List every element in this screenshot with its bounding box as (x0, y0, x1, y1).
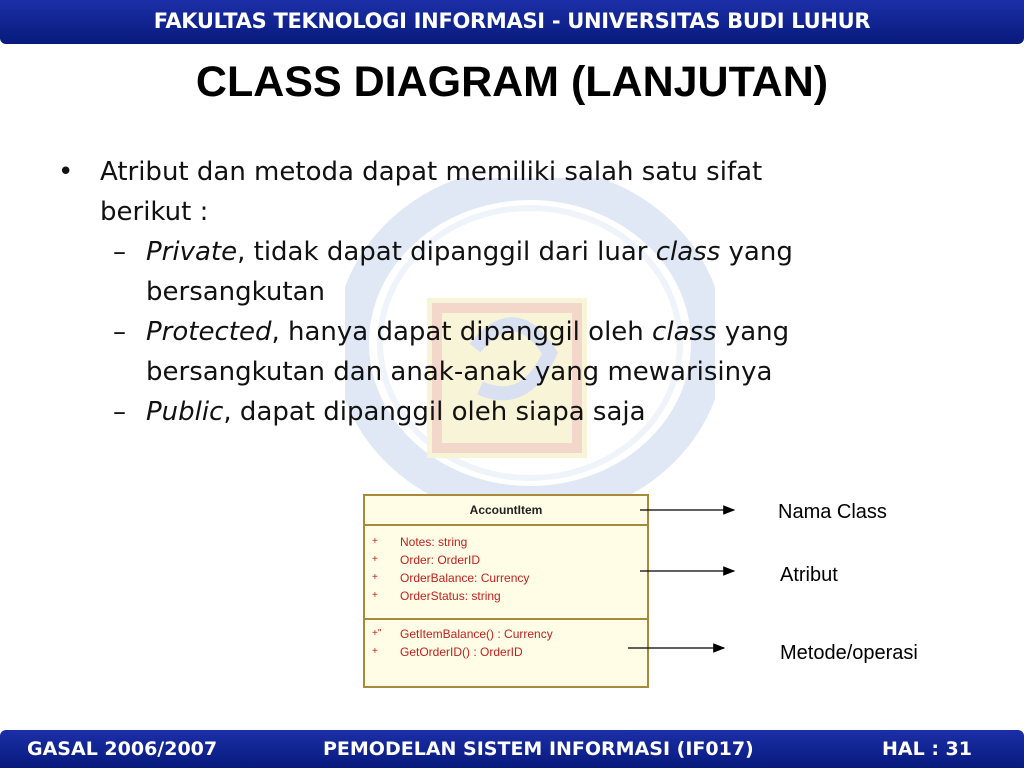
visibility-marker: + (372, 572, 378, 583)
main-bullet-line2: berikut : (100, 197, 209, 227)
visibility-marker: + (372, 590, 378, 601)
uml-class-name: AccountItem (365, 496, 647, 526)
private-line2: bersangkutan (146, 277, 325, 307)
slide-title: CLASS DIAGRAM (LANJUTAN) (195, 58, 829, 106)
operation-text: GetOrderID() : OrderID (400, 645, 523, 659)
dash: – (113, 237, 126, 267)
bullet-dot: • (58, 157, 74, 187)
footer-bar (0, 730, 1024, 768)
visibility-marker: +" (372, 628, 382, 639)
public-text: , dapat dipanggil oleh siapa saja (223, 397, 646, 427)
label-attribute: Atribut (780, 564, 838, 586)
private-text: , tidak dapat dipanggil dari luar (237, 237, 656, 267)
dash: – (113, 397, 126, 427)
label-class-name: Nama Class (778, 501, 887, 523)
dash: – (113, 317, 126, 347)
faculty-title: FAKULTAS TEKNOLOGI INFORMASI - UNIVERSITAS BUDI LUHUR (153, 9, 871, 33)
footer-course: PEMODELAN SISTEM INFORMASI (IF017) (323, 738, 754, 760)
label-operation: Metode/operasi (780, 642, 918, 664)
attribute-text: OrderStatus: string (400, 589, 501, 603)
class-word: class (655, 237, 721, 267)
attribute-text: Order: OrderID (400, 553, 481, 567)
attribute-text: Notes: string (400, 535, 468, 549)
protected-text-end: yang (716, 317, 790, 347)
protected-text: , hanya dapat dipanggil oleh (271, 317, 653, 347)
visibility-marker: + (372, 536, 378, 547)
private-term: Private (146, 237, 238, 267)
private-text-end: yang (720, 237, 793, 267)
class-word: class (652, 317, 717, 347)
main-bullet-line1: Atribut dan metoda dapat memiliki salah satu sifat (100, 157, 763, 187)
attribute-text: OrderBalance: Currency (400, 571, 530, 585)
footer-page-number: HAL : 31 (882, 738, 972, 760)
operation-text: GetItemBalance() : Currency (400, 627, 553, 641)
visibility-marker: + (372, 646, 378, 657)
visibility-marker: + (372, 554, 378, 565)
footer-semester: GASAL 2006/2007 (27, 738, 218, 760)
public-term: Public (146, 397, 224, 427)
protected-line2: bersangkutan dan anak-anak yang mewarisinya (146, 357, 773, 387)
protected-term: Protected (146, 317, 272, 347)
